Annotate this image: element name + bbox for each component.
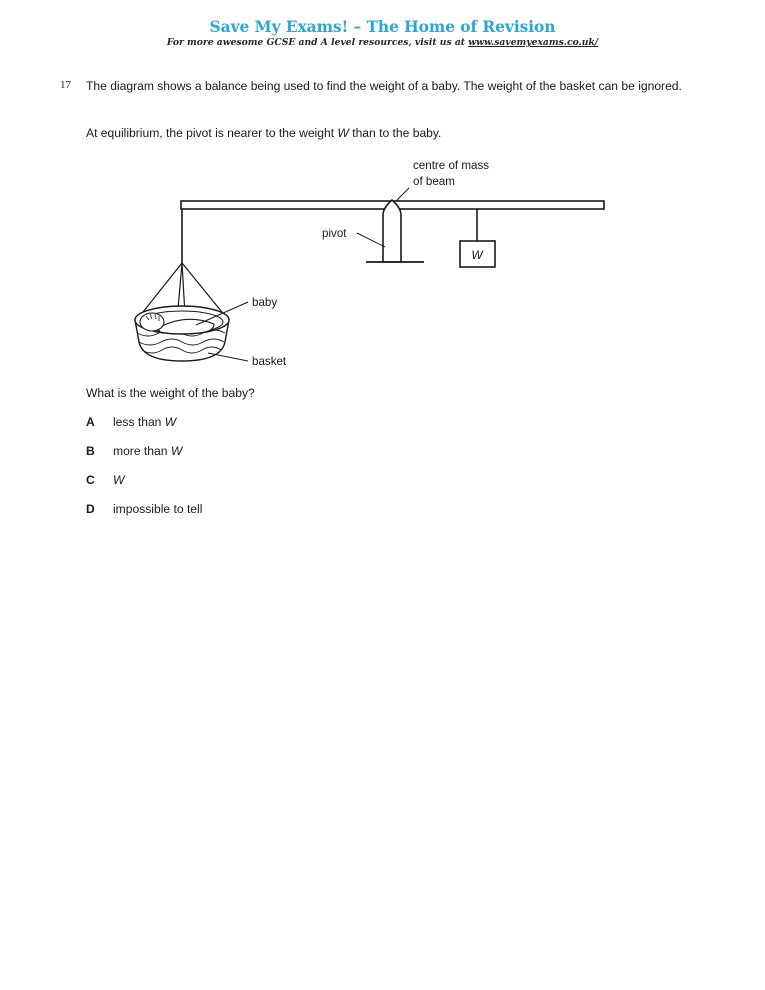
question-number: 17 xyxy=(60,79,71,91)
equilibrium-text-before: At equilibrium, the pivot is nearer to the weight xyxy=(86,126,338,140)
pivot-label: pivot xyxy=(322,227,347,240)
weight-symbol-inline: W xyxy=(337,126,349,140)
centre-of-mass-label-line1: centre of mass xyxy=(413,159,490,172)
option-c[interactable] xyxy=(86,473,486,502)
weight-box-label: W xyxy=(471,248,483,262)
question-equilibrium-statement xyxy=(86,125,686,142)
centre-of-mass-label-line2: of beam xyxy=(413,175,455,188)
question-prompt: What is the weight of the baby? xyxy=(86,386,255,400)
page-header xyxy=(0,18,765,49)
pivot-wedge xyxy=(383,200,401,262)
answer-options xyxy=(86,415,486,531)
option-a-symbol: W xyxy=(164,415,177,429)
option-a-text xyxy=(113,415,176,429)
option-d-text xyxy=(113,502,202,516)
option-b-label: more than xyxy=(113,444,171,458)
option-d-key: D xyxy=(86,502,95,516)
basket-leader-line xyxy=(208,353,248,361)
option-a-label: less than xyxy=(113,415,165,429)
baby-label: baby xyxy=(252,296,278,309)
option-b-text xyxy=(113,444,182,458)
option-b-key: B xyxy=(86,444,95,458)
question-stem: The diagram shows a balance being used to find the weight of a baby. The weight of the basket can be ignored. xyxy=(86,79,682,93)
option-a-key: A xyxy=(86,415,95,429)
option-b[interactable] xyxy=(86,444,486,473)
option-c-symbol: W xyxy=(113,473,125,487)
option-b-symbol: W xyxy=(170,444,183,458)
baby-head xyxy=(140,313,164,331)
equilibrium-text-after: than to the baby. xyxy=(348,126,442,140)
basket-label: basket xyxy=(252,355,287,368)
pivot-leader-line xyxy=(357,233,385,247)
balance-diagram xyxy=(0,150,765,380)
option-a[interactable] xyxy=(86,415,486,444)
option-c-text xyxy=(113,473,124,487)
site-subtitle xyxy=(0,37,765,49)
option-d-label: impossible to tell xyxy=(113,502,203,516)
site-subtitle-text: For more awesome GCSE and A level resources, visit us at xyxy=(166,37,469,48)
site-link[interactable]: www.savemyexams.co.uk/ xyxy=(468,37,599,48)
site-title: Save My Exams! – The Home of Revision xyxy=(209,17,556,36)
option-c-key: C xyxy=(86,473,95,487)
option-d[interactable] xyxy=(86,502,486,531)
